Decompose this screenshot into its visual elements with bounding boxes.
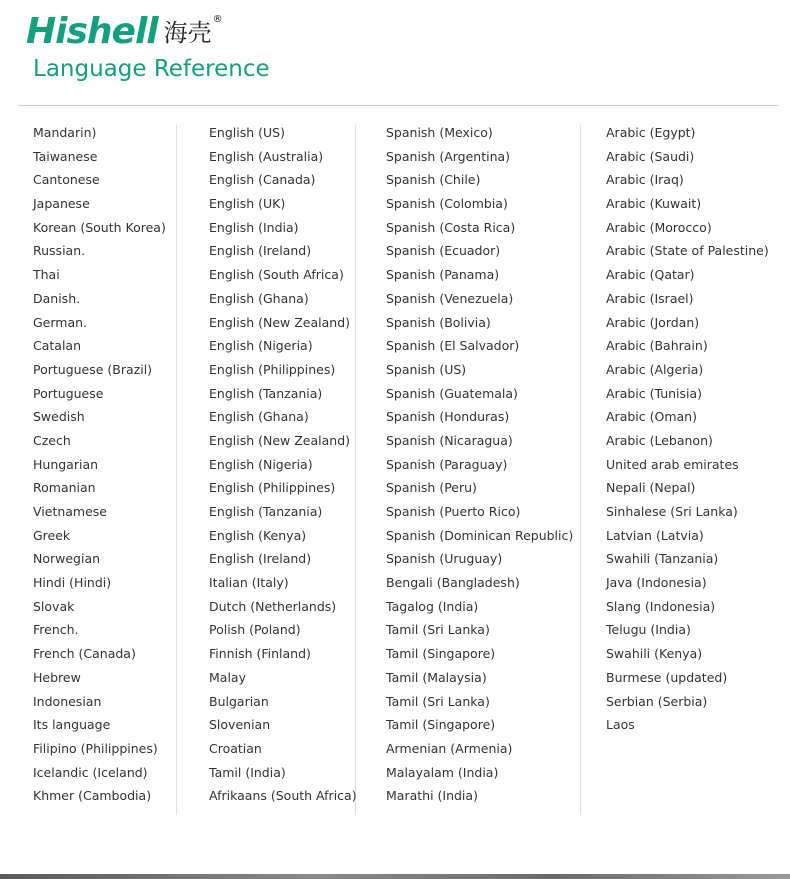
page-title: Language Reference [33, 56, 270, 82]
language-column-1 [33, 121, 166, 808]
language-item: Slang (Indonesia) [606, 598, 716, 614]
language-item: Icelandic (Iceland) [33, 764, 148, 780]
brand-name: Hishell [26, 11, 158, 52]
column-divider-1 [176, 125, 177, 815]
language-item: Arabic (Bahrain) [606, 338, 708, 354]
language-item: Spanish (Costa Rica) [386, 219, 516, 235]
language-item: Serbian (Serbia) [606, 693, 708, 709]
language-item: Arabic (Israel) [606, 290, 694, 306]
language-item: Hebrew [33, 669, 81, 685]
language-item: Portuguese [33, 385, 104, 401]
language-item: Swahili (Kenya) [606, 646, 703, 662]
language-item: Spanish (Bolivia) [386, 314, 491, 330]
language-item: English (Kenya) [209, 527, 307, 543]
language-item: French. [33, 622, 79, 638]
language-item: Spanish (Uruguay) [386, 551, 503, 567]
language-item: Spanish (US) [386, 361, 467, 377]
language-item: Spanish (Puerto Rico) [386, 504, 521, 519]
language-item: English (Ireland) [209, 551, 312, 567]
language-item: Armenian (Armenia) [386, 740, 513, 756]
language-item: Afrikaans (South Africa) [209, 788, 357, 804]
language-item: English (Philippines) [209, 480, 336, 496]
language-item: English (New Zealand) [209, 314, 351, 330]
language-item: English (Canada) [209, 172, 316, 188]
language-item: Arabic (Lebanon) [606, 432, 713, 448]
language-item: Spanish (Mexico) [386, 125, 493, 140]
language-item: Tamil (Malaysia) [386, 669, 487, 685]
language-column-4 [606, 121, 769, 737]
language-item: Taiwanese [33, 148, 98, 164]
language-item: Telugu (India) [606, 622, 691, 638]
language-item: Nepali (Nepal) [606, 480, 696, 496]
language-item: English (Nigeria) [209, 456, 313, 472]
language-item: Thai [33, 267, 60, 283]
language-item: English (Australia) [209, 148, 324, 164]
language-item: Norwegian [33, 551, 101, 567]
language-item: Mandarin) [33, 125, 97, 140]
language-item: Bengali (Bangladesh) [386, 575, 520, 591]
language-item: Spanish (Colombia) [386, 196, 508, 212]
language-item: Arabic (Qatar) [606, 267, 695, 283]
language-item: Dutch (Netherlands) [209, 598, 337, 614]
language-item: Swahili (Tanzania) [606, 551, 719, 567]
language-item: English (South Africa) [209, 267, 344, 283]
language-item: Spanish (Panama) [386, 267, 500, 283]
language-item: English (US) [209, 125, 285, 140]
language-item: Arabic (Morocco) [606, 219, 712, 235]
language-item: Spanish (Honduras) [386, 409, 510, 425]
language-item: Tagalog (India) [386, 598, 479, 614]
language-item: Arabic (Iraq) [606, 172, 684, 188]
language-item: Korean (South Korea) [33, 219, 166, 235]
header-divider [18, 105, 778, 106]
language-item: Malayalam (India) [386, 764, 499, 780]
language-item: Spanish (Guatemala) [386, 385, 518, 401]
brand-name-chinese: 海壳 [163, 19, 212, 47]
language-item: French (Canada) [33, 646, 136, 662]
language-item: Vietnamese [33, 504, 107, 519]
language-item: Hindi (Hindi) [33, 575, 112, 591]
language-item: English (Tanzania) [209, 504, 323, 519]
language-item: Spanish (Nicaragua) [386, 432, 513, 448]
language-item: Italian (Italy) [209, 575, 289, 591]
language-item: Latvian (Latvia) [606, 527, 704, 543]
language-item: Arabic (Jordan) [606, 314, 700, 330]
language-item: Tamil (Sri Lanka) [386, 622, 490, 638]
language-item: Slovenian [209, 717, 271, 733]
column-divider-3 [580, 125, 581, 815]
language-item: English (Philippines) [209, 361, 336, 377]
language-item: Spanish (Dominican Republic) [386, 527, 574, 543]
language-item: English (Ireland) [209, 243, 312, 259]
language-item: Khmer (Cambodia) [33, 788, 152, 804]
language-item: Japanese [33, 196, 90, 212]
language-item: Spanish (Paraguay) [386, 456, 508, 472]
language-item: Arabic (Algeria) [606, 361, 704, 377]
language-item: Hungarian [33, 456, 99, 472]
language-item: Arabic (Egypt) [606, 125, 696, 140]
registered-mark: ® [212, 14, 223, 25]
language-item: Russian. [33, 243, 86, 259]
language-item: United arab emirates [606, 456, 739, 472]
language-item: Tamil (India) [209, 764, 286, 780]
language-item: Arabic (Oman) [606, 409, 697, 425]
language-item: Catalan [33, 338, 82, 354]
language-item: English (Nigeria) [209, 338, 313, 354]
bottom-image-strip [0, 874, 790, 879]
language-item: Swedish [33, 409, 85, 425]
language-item: Indonesian [33, 693, 102, 709]
language-column-2 [209, 121, 357, 808]
language-item: Cantonese [33, 172, 100, 188]
language-item: English (New Zealand) [209, 432, 351, 448]
language-item: English (Tanzania) [209, 385, 323, 401]
language-item: Portuguese (Brazil) [33, 361, 153, 377]
language-item: English (UK) [209, 196, 286, 212]
language-item: Tamil (Sri Lanka) [386, 693, 490, 709]
language-item: Sinhalese (Sri Lanka) [606, 504, 738, 519]
language-item: Filipino (Philippines) [33, 740, 158, 756]
language-item: Arabic (Saudi) [606, 148, 695, 164]
language-item: Arabic (Tunisia) [606, 385, 703, 401]
language-item: Bulgarian [209, 693, 269, 709]
brand-logo [26, 8, 223, 52]
language-item: Romanian [33, 480, 96, 496]
language-item: Java (Indonesia) [606, 575, 707, 591]
language-item: Finnish (Finland) [209, 646, 311, 662]
language-item: Arabic (Kuwait) [606, 196, 702, 212]
language-item: Burmese (updated) [606, 669, 728, 685]
language-item: Its language [33, 717, 111, 733]
language-item: Polish (Poland) [209, 622, 301, 638]
language-item: Croatian [209, 740, 262, 756]
language-item: Spanish (El Salvador) [386, 338, 520, 354]
language-item: Tamil (Singapore) [386, 717, 496, 733]
language-item: English (Ghana) [209, 409, 309, 425]
language-item: Spanish (Ecuador) [386, 243, 501, 259]
language-item: Spanish (Peru) [386, 480, 477, 496]
language-item: Arabic (State of Palestine) [606, 243, 769, 259]
language-item: English (Ghana) [209, 290, 309, 306]
language-item: Danish. [33, 290, 81, 306]
language-item: Greek [33, 527, 71, 543]
language-item: Spanish (Venezuela) [386, 290, 514, 306]
language-item: Spanish (Chile) [386, 172, 481, 188]
language-item: Laos [606, 717, 635, 733]
language-item: German. [33, 314, 88, 330]
language-item: English (India) [209, 219, 299, 235]
language-column-3 [386, 121, 573, 808]
language-item: Malay [209, 669, 246, 685]
language-item: Czech [33, 432, 71, 448]
language-item: Tamil (Singapore) [386, 646, 496, 662]
language-item: Marathi (India) [386, 788, 478, 804]
language-item: Slovak [33, 598, 75, 614]
language-item: Spanish (Argentina) [386, 148, 511, 164]
